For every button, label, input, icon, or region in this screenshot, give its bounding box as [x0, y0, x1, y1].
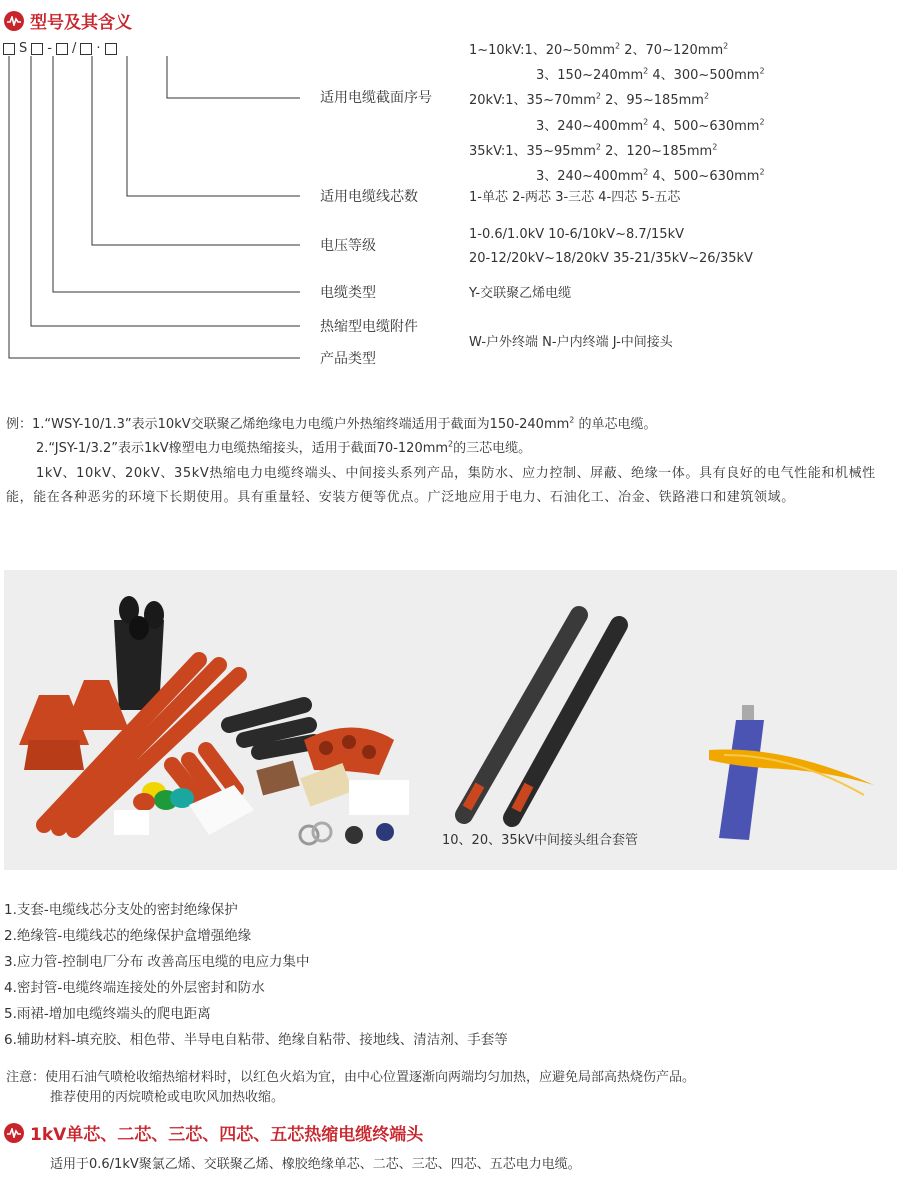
label-accessory: 热缩型电缆附件 [320, 319, 418, 335]
section-desc: 适用于0.6/1kV聚氯乙烯、交联聚乙烯、橡胶绝缘单芯、二芯、三芯、四芯、五芯电力电缆。 [50, 1157, 581, 1172]
value-seq-10kv-b: 3、$150\sim 240mm^2$ 4、$300\sim 500mm^2$ [536, 66, 765, 83]
list-item: 3.应力管-控制电厂分布 改善高压电缆的电应力集中 [4, 954, 310, 970]
ground-wire-icon [300, 823, 394, 844]
list-item: 2.绝缘管-电缆线芯的绝缘保护盒增强绝缘 [4, 928, 252, 944]
instruction-sheet-icon [114, 810, 149, 835]
note-line-2: 推荐使用的丙烷喷枪或电吹风加热收缩。 [50, 1090, 285, 1105]
section-title: 型号及其含义 [30, 13, 132, 33]
label-product-type: 产品类型 [320, 351, 376, 367]
label-section-seq: 适用电缆截面序号 [320, 90, 432, 106]
joint-tube-icon [464, 615, 619, 818]
value-seq-20kv-a: 20kV:1、$35\sim 70mm^2$ 2、$95\sim 185mm^2$ [469, 91, 710, 108]
value-seq-35kv-b: 3、$240\sim 400mm^2$ 4、$500\sim 630mm^2$ [536, 167, 765, 184]
product-photo [4, 570, 897, 870]
example-1: 例：1.“WSY-10/1.3”表示10kV交联聚乙烯绝缘电力电缆户外热缩终端适用于截面为$150-240mm^2$ 的单芯电缆。 [6, 415, 657, 432]
label-voltage: 电压等级 [320, 238, 376, 254]
section-title: 1kV单芯、二芯、三芯、四芯、五芯热缩电缆终端头 [30, 1125, 424, 1145]
value-cable-type: Y-交联聚乙烯电缆 [469, 286, 572, 301]
product-description: 1kV、10kV、20kV、35kV热缩电力电缆终端头、中间接头系列产品，集防水、应力控制、屏蔽、绝缘一体。具有良好的电气性能和机械性能，能在各种恶劣的环境下长期使用。具有重量轻、安装方便等优点。广泛地应用于电力、石油化工、冶金、铁路港口和建筑领域。 [6, 466, 876, 505]
code-char-s: S [19, 41, 28, 56]
value-voltage-1: 1-0.6/1.0kV 10-6/10kV~8.7/15kV [469, 227, 685, 242]
code-dot: · [96, 41, 101, 56]
note-line-1: 注意：使用石油气喷枪收缩热缩材料时，以红色火焰为宜，由中心位置逐渐向两端均匀加热，应避免局部高热烧伤产品。 [6, 1070, 696, 1085]
value-product-type: W-户外终端 N-户内终端 J-中间接头 [469, 335, 673, 350]
list-item: 6.辅助材料-填充胶、相色带、半导电自粘带、绝缘自粘带、接地线、清洁剂、手套等 [4, 1032, 508, 1048]
value-cores: 1-单芯 2-两芯 3-三芯 4-四芯 5-五芯 [469, 190, 681, 205]
product-photo-drawing [4, 570, 897, 870]
value-seq-20kv-b: 3、$240\sim 400mm^2$ 4、$500\sim 630mm^2$ [536, 117, 765, 134]
filler-mastic-icon [256, 761, 299, 796]
breakout-boot-icon [114, 596, 164, 710]
code-slash: / [71, 41, 77, 56]
cable-lug-icon [719, 705, 764, 840]
code-dash: - [47, 41, 52, 56]
value-voltage-2: 20-12/20kV~18/20kV 35-21/35kV~26/35kV [469, 251, 753, 266]
mastic-pack-icon [300, 763, 353, 807]
value-seq-35kv-a: 35kV:1、$35\sim 95mm^2$ 2、$120\sim 185mm^2$ [469, 142, 718, 159]
cleaning-pad-icon [349, 780, 409, 815]
code-bracket-lines [0, 0, 904, 380]
list-item: 5.雨裙-增加电缆终端头的爬电距离 [4, 1006, 211, 1022]
example-2: 2.“JSY-1/3.2”表示1kV橡塑电力电缆热缩接头，适用于截面$70-120mm^2$的三芯电缆。 [36, 439, 532, 456]
sealing-tube-icon [229, 705, 314, 752]
pulse-logo-icon [4, 1123, 24, 1143]
list-item: 1.支套-电缆线芯分支处的密封绝缘保护 [4, 902, 238, 918]
photo-caption: 10、20、35kV中间接头组合套管 [442, 833, 639, 848]
value-seq-10kv-a: 1~10kV:1、$20\sim 50mm^2$ 2、$70\sim 120mm^2$ [469, 41, 729, 58]
section-heading-1kv [4, 1120, 423, 1145]
label-core-count: 适用电缆线芯数 [320, 189, 418, 205]
support-sleeve-icon [304, 728, 394, 776]
label-cable-type: 电缆类型 [320, 285, 376, 301]
list-item: 4.密封管-电缆终端连接处的外层密封和防水 [4, 980, 265, 996]
